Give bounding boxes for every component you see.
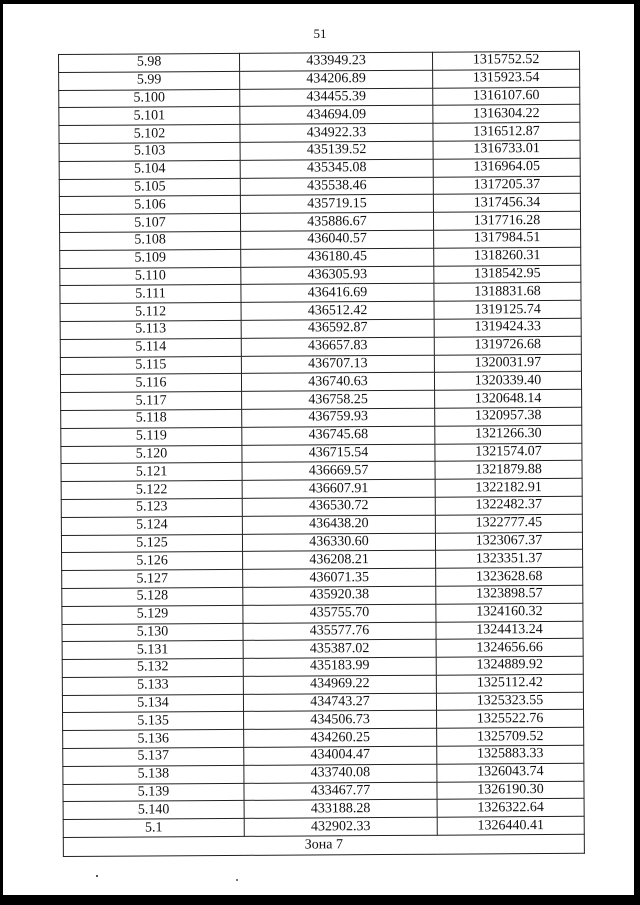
point-number-cell: 5.107 xyxy=(59,214,240,233)
point-number-cell: 5.102 xyxy=(59,125,240,144)
x-coordinate-cell: 436305.93 xyxy=(241,266,434,285)
y-coordinate-cell: 1317456.34 xyxy=(433,194,580,213)
point-number-cell: 5.98 xyxy=(59,53,240,72)
page-number: 51 xyxy=(313,26,327,41)
point-number-cell: 5.112 xyxy=(60,303,241,322)
x-coordinate-cell: 432902.33 xyxy=(244,817,437,836)
x-coordinate-cell: 434922.33 xyxy=(240,123,433,142)
point-number-cell: 5.136 xyxy=(63,730,244,749)
y-coordinate-cell: 1316107.60 xyxy=(433,87,580,106)
x-coordinate-cell: 435577.76 xyxy=(243,622,436,641)
point-number-cell: 5.1 xyxy=(63,819,244,838)
point-number-cell: 5.134 xyxy=(62,694,243,713)
x-coordinate-cell: 436740.63 xyxy=(241,373,434,392)
point-number-cell: 5.104 xyxy=(59,160,240,179)
y-coordinate-cell: 1318260.31 xyxy=(434,247,581,266)
y-coordinate-cell: 1318831.68 xyxy=(434,283,581,302)
y-coordinate-cell: 1316964.05 xyxy=(433,158,580,177)
x-coordinate-cell: 436180.45 xyxy=(241,248,434,267)
x-coordinate-cell: 436759.93 xyxy=(242,408,435,427)
y-coordinate-cell: 1315923.54 xyxy=(433,69,580,88)
x-coordinate-cell: 435387.02 xyxy=(243,639,436,658)
y-coordinate-cell: 1323628.68 xyxy=(436,567,583,586)
y-coordinate-cell: 1325323.55 xyxy=(436,692,583,711)
x-coordinate-cell: 436071.35 xyxy=(243,568,436,587)
y-coordinate-cell: 1319726.68 xyxy=(434,336,581,355)
y-coordinate-cell: 1325709.52 xyxy=(437,728,584,747)
x-coordinate-cell: 433949.23 xyxy=(239,52,432,71)
x-coordinate-cell: 435755.70 xyxy=(243,604,436,623)
x-coordinate-cell: 435345.08 xyxy=(240,159,433,178)
point-number-cell: 5.114 xyxy=(60,338,241,357)
x-coordinate-cell: 436715.54 xyxy=(242,444,435,463)
y-coordinate-cell: 1315752.52 xyxy=(432,51,579,70)
x-coordinate-cell: 436040.57 xyxy=(241,230,434,249)
y-coordinate-cell: 1326043.74 xyxy=(437,763,584,782)
point-number-cell: 5.111 xyxy=(60,285,241,304)
x-coordinate-cell: 435886.67 xyxy=(240,212,433,231)
y-coordinate-cell: 1322482.37 xyxy=(435,496,582,515)
y-coordinate-cell: 1326322.64 xyxy=(437,799,584,818)
x-coordinate-cell: 436607.91 xyxy=(242,479,435,498)
y-coordinate-cell: 1320339.40 xyxy=(434,372,581,391)
point-number-cell: 5.110 xyxy=(60,267,241,286)
y-coordinate-cell: 1320957.38 xyxy=(435,407,582,426)
x-coordinate-cell: 434743.27 xyxy=(243,693,436,712)
point-number-cell: 5.125 xyxy=(61,534,242,553)
x-coordinate-cell: 433188.28 xyxy=(244,800,437,819)
y-coordinate-cell: 1323067.37 xyxy=(435,532,582,551)
point-number-cell: 5.138 xyxy=(63,765,244,784)
scan-speck xyxy=(236,879,238,881)
x-coordinate-cell: 435719.15 xyxy=(240,195,433,214)
scan-edge-top xyxy=(0,0,640,4)
x-coordinate-cell: 433740.08 xyxy=(244,764,437,783)
y-coordinate-cell: 1317716.28 xyxy=(433,211,580,230)
point-number-cell: 5.118 xyxy=(61,409,242,428)
x-coordinate-cell: 436758.25 xyxy=(242,390,435,409)
y-coordinate-cell: 1317205.37 xyxy=(433,176,580,195)
point-number-cell: 5.100 xyxy=(59,89,240,108)
point-number-cell: 5.123 xyxy=(61,498,242,517)
scan-edge-bottom xyxy=(0,895,640,905)
scan-edge-right xyxy=(634,0,640,905)
x-coordinate-cell: 436669.57 xyxy=(242,462,435,481)
x-coordinate-cell: 436330.60 xyxy=(242,533,435,552)
y-coordinate-cell: 1325522.76 xyxy=(437,710,584,729)
point-number-cell: 5.140 xyxy=(63,801,244,820)
point-number-cell: 5.127 xyxy=(62,569,243,588)
x-coordinate-cell: 434004.47 xyxy=(244,746,437,765)
zone-label: Зона 7 xyxy=(63,834,584,856)
x-coordinate-cell: 435538.46 xyxy=(240,177,433,196)
y-coordinate-cell: 1323898.57 xyxy=(436,585,583,604)
x-coordinate-cell: 435183.99 xyxy=(243,657,436,676)
x-coordinate-cell: 434260.25 xyxy=(244,728,437,747)
y-coordinate-cell: 1322777.45 xyxy=(435,514,582,533)
x-coordinate-cell: 436592.87 xyxy=(241,319,434,338)
point-number-cell: 5.135 xyxy=(63,712,244,731)
point-number-cell: 5.122 xyxy=(61,481,242,500)
x-coordinate-cell: 433467.77 xyxy=(244,782,437,801)
y-coordinate-cell: 1325112.42 xyxy=(436,674,583,693)
point-number-cell: 5.119 xyxy=(61,427,242,446)
x-coordinate-cell: 436208.21 xyxy=(243,551,436,570)
x-coordinate-cell: 436438.20 xyxy=(242,515,435,534)
point-number-cell: 5.128 xyxy=(62,587,243,606)
y-coordinate-cell: 1316733.01 xyxy=(433,140,580,159)
point-number-cell: 5.139 xyxy=(63,783,244,802)
point-number-cell: 5.117 xyxy=(61,392,242,411)
point-number-cell: 5.116 xyxy=(60,374,241,393)
y-coordinate-cell: 1316512.87 xyxy=(433,123,580,142)
point-number-cell: 5.115 xyxy=(60,356,241,375)
point-number-cell: 5.121 xyxy=(61,463,242,482)
x-coordinate-cell: 435920.38 xyxy=(243,586,436,605)
y-coordinate-cell: 1322182.91 xyxy=(435,478,582,497)
x-coordinate-cell: 434694.09 xyxy=(240,106,433,125)
point-number-cell: 5.109 xyxy=(60,249,241,268)
coordinates-table-body xyxy=(59,51,585,837)
point-number-cell: 5.124 xyxy=(61,516,242,535)
scan-edge-left xyxy=(0,0,3,905)
point-number-cell: 5.130 xyxy=(62,623,243,642)
y-coordinate-cell: 1321574.07 xyxy=(435,443,582,462)
scan-speck xyxy=(96,875,98,877)
x-coordinate-cell: 435139.52 xyxy=(240,141,433,160)
point-number-cell: 5.105 xyxy=(59,178,240,197)
y-coordinate-cell: 1325883.33 xyxy=(437,745,584,764)
point-number-cell: 5.132 xyxy=(62,658,243,677)
y-coordinate-cell: 1317984.51 xyxy=(434,229,581,248)
y-coordinate-cell: 1324413.24 xyxy=(436,621,583,640)
y-coordinate-cell: 1324160.32 xyxy=(436,603,583,622)
y-coordinate-cell: 1320031.97 xyxy=(434,354,581,373)
y-coordinate-cell: 1316304.22 xyxy=(433,105,580,124)
y-coordinate-cell: 1326440.41 xyxy=(437,817,584,836)
point-number-cell: 5.106 xyxy=(59,196,240,215)
point-number-cell: 5.108 xyxy=(60,231,241,250)
point-number-cell: 5.131 xyxy=(62,641,243,660)
point-number-cell: 5.137 xyxy=(63,747,244,766)
x-coordinate-cell: 436657.83 xyxy=(241,337,434,356)
point-number-cell: 5.101 xyxy=(59,107,240,126)
point-number-cell: 5.133 xyxy=(62,676,243,695)
y-coordinate-cell: 1320648.14 xyxy=(435,389,582,408)
y-coordinate-cell: 1319125.74 xyxy=(434,300,581,319)
y-coordinate-cell: 1323351.37 xyxy=(436,550,583,569)
x-coordinate-cell: 436745.68 xyxy=(242,426,435,445)
x-coordinate-cell: 436512.42 xyxy=(241,301,434,320)
y-coordinate-cell: 1326190.30 xyxy=(437,781,584,800)
point-number-cell: 5.99 xyxy=(59,71,240,90)
point-number-cell: 5.129 xyxy=(62,605,243,624)
x-coordinate-cell: 434506.73 xyxy=(244,711,437,730)
x-coordinate-cell: 434206.89 xyxy=(240,70,433,89)
point-number-cell: 5.113 xyxy=(60,320,241,339)
x-coordinate-cell: 434969.22 xyxy=(243,675,436,694)
point-number-cell: 5.103 xyxy=(59,142,240,161)
x-coordinate-cell: 434455.39 xyxy=(240,88,433,107)
x-coordinate-cell: 436416.69 xyxy=(241,284,434,303)
point-number-cell: 5.120 xyxy=(61,445,242,464)
x-coordinate-cell: 436530.72 xyxy=(242,497,435,516)
x-coordinate-cell: 436707.13 xyxy=(241,355,434,374)
y-coordinate-cell: 1321266.30 xyxy=(435,425,582,444)
coordinates-table xyxy=(58,51,585,857)
y-coordinate-cell: 1324656.66 xyxy=(436,639,583,658)
y-coordinate-cell: 1321879.88 xyxy=(435,461,582,480)
point-number-cell: 5.126 xyxy=(62,552,243,571)
coordinates-table-wrapper xyxy=(58,51,583,857)
y-coordinate-cell: 1324889.92 xyxy=(436,656,583,675)
y-coordinate-cell: 1319424.33 xyxy=(434,318,581,337)
y-coordinate-cell: 1318542.95 xyxy=(434,265,581,284)
zone-row xyxy=(63,834,584,856)
